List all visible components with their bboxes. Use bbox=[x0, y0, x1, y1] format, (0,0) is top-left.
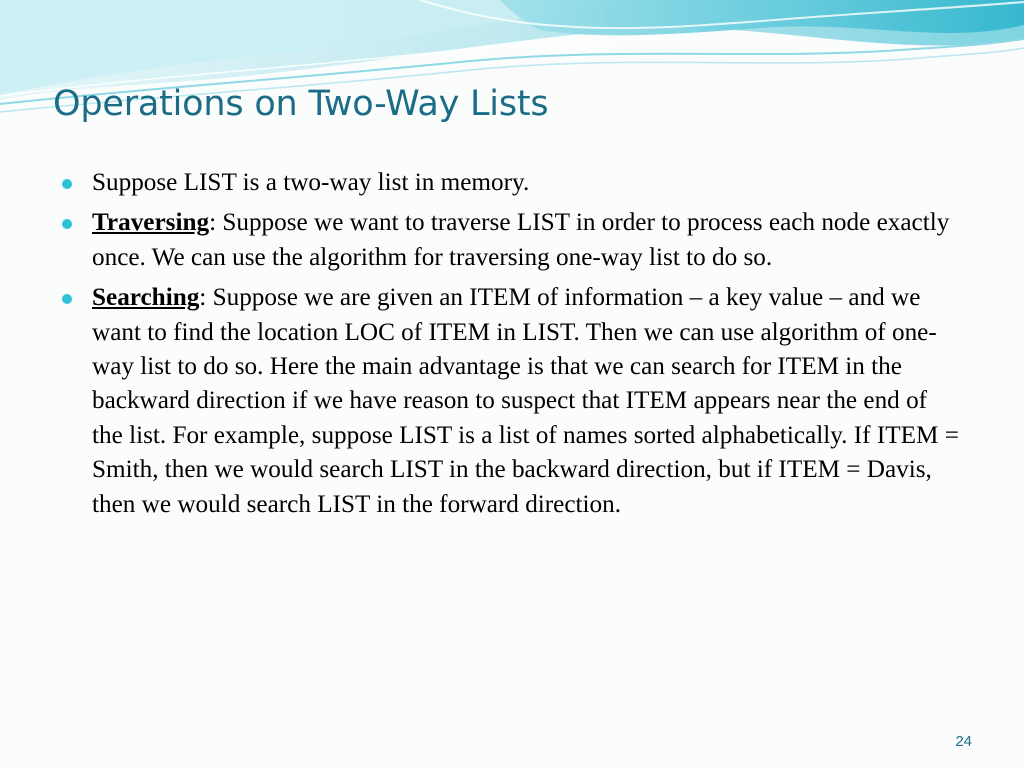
bullet-list bbox=[62, 166, 962, 528]
slide-title: Operations on Two-Way Lists bbox=[53, 84, 549, 124]
bullet-dot-icon bbox=[62, 179, 72, 189]
bullet-item bbox=[62, 281, 962, 522]
bullet-dot-icon bbox=[62, 294, 72, 304]
bullet-text: : Suppose we are given an ITEM of information – a key value – and we want to find the location LOC of ITEM in LIST. Then we can use algorithm of one-way list to do so. Here the main advantage is that we can search for ITEM in the backward direction if we have reason to suspect that ITEM appears near the end of the list. For example, suppose LIST is a list of names sorted alphabetically. If ITEM = Smith, then we would search LIST in the backward direction, but if ITEM = Davis, then we would search LIST in the forward direction. bbox=[92, 284, 959, 518]
bullet-term: Searching bbox=[92, 284, 200, 312]
page-number: 24 bbox=[955, 733, 972, 750]
bullet-term: Traversing bbox=[92, 209, 210, 237]
bullet-text: : Suppose we want to traverse LIST in order to process each node exactly once. We can use the algorithm for traversing one-way list to do so. bbox=[92, 209, 950, 271]
bullet-text: Suppose LIST is a two-way list in memory. bbox=[92, 169, 530, 196]
bullet-item bbox=[62, 166, 962, 200]
bullet-dot-icon bbox=[62, 219, 72, 229]
bullet-item bbox=[62, 206, 962, 275]
